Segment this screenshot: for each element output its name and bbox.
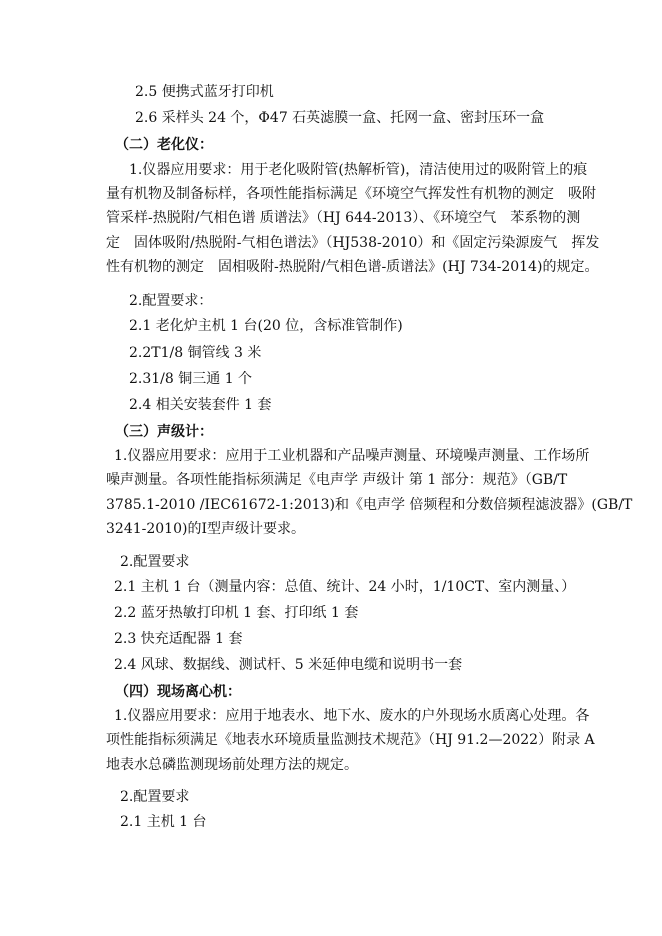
text-line: 2.5 便携式蓝牙打印机 <box>135 84 274 100</box>
section-heading: （三）声级计： <box>115 424 213 440</box>
text-line: 2.31/8 铜三通 1 个 <box>129 371 253 387</box>
text-line: 2.4 风球、数据线、测试杆、5 米延伸电缆和说明书一套 <box>114 657 463 673</box>
text-line: 管采样-热脱附/气相色谱 质谱法》（HJ 644-2013）、《环境空气 苯系物的测 <box>106 210 581 226</box>
text-line: 2.4 相关安装套件 1 套 <box>129 397 272 413</box>
text-line: 地表水总磷监测现场前处理方法的规定。 <box>106 757 358 773</box>
text-line: 项性能指标须满足《地表水环境质量监测技术规范》（HJ 91.2—2022）附录 A <box>106 732 595 748</box>
section-heading: （二）老化仪： <box>115 137 213 153</box>
text-line: 2.1 主机 1 台（测量内容：总值、统计、24 小时，1/10CT、室内测量、） <box>114 579 576 595</box>
text-line: 2.1 老化炉主机 1 台(20 位，含标准管制作) <box>129 318 403 334</box>
text-line: 1.仪器应用要求：应用于工业机器和产品噪声测量、环境噪声测量、工作场所 <box>114 448 590 464</box>
text-line: 2.2T1/8 铜管线 3 米 <box>129 345 262 361</box>
text-line: 2.配置要求： <box>129 293 213 309</box>
text-line: 2.2 蓝牙热敏打印机 1 套、打印纸 1 套 <box>114 605 359 621</box>
text-line: 1.仪器应用要求：应用于地表水、地下水、废水的户外现场水质离心处理。各 <box>114 708 590 724</box>
text-line: 2.配置要求 <box>120 789 190 805</box>
text-line: 量有机物及制备标样，各项性能指标满足《环境空气挥发性有机物的测定 吸附 <box>106 186 596 202</box>
text-line: 1.仪器应用要求：用于老化吸附管(热解析管)，清洁使用过的吸附管上的痕 <box>129 162 588 178</box>
text-line: 噪声测量。各项性能指标须满足《电声学 声级计 第 1 部分：规范》（GB/T <box>106 472 568 488</box>
text-line: 2.1 主机 1 台 <box>120 814 207 830</box>
text-line: 2.配置要求 <box>120 554 190 570</box>
text-line: 2.6 采样头 24 个，Φ47 石英滤膜一盒、托网一盒、密封压环一盒 <box>135 110 545 126</box>
text-line: 3785.1-2010 /IEC61672-1:2013)和《电声学 倍频程和分数倍频程滤波器》(GB/T <box>106 497 633 513</box>
text-line: 定 固体吸附/热脱附-气相色谱法》（HJ538-2010）和《固定污染源废气 挥发 <box>106 235 600 251</box>
text-line: 性有机物的测定 固相吸附-热脱附/气相色谱-质谱法》(HJ 734-2014)的规定。 <box>106 259 599 275</box>
text-line: 3241-2010)的Ⅰ型声级计要求。 <box>106 521 305 537</box>
section-heading: （四）现场离心机： <box>115 684 241 700</box>
text-line: 2.3 快充适配器 1 套 <box>114 631 243 647</box>
